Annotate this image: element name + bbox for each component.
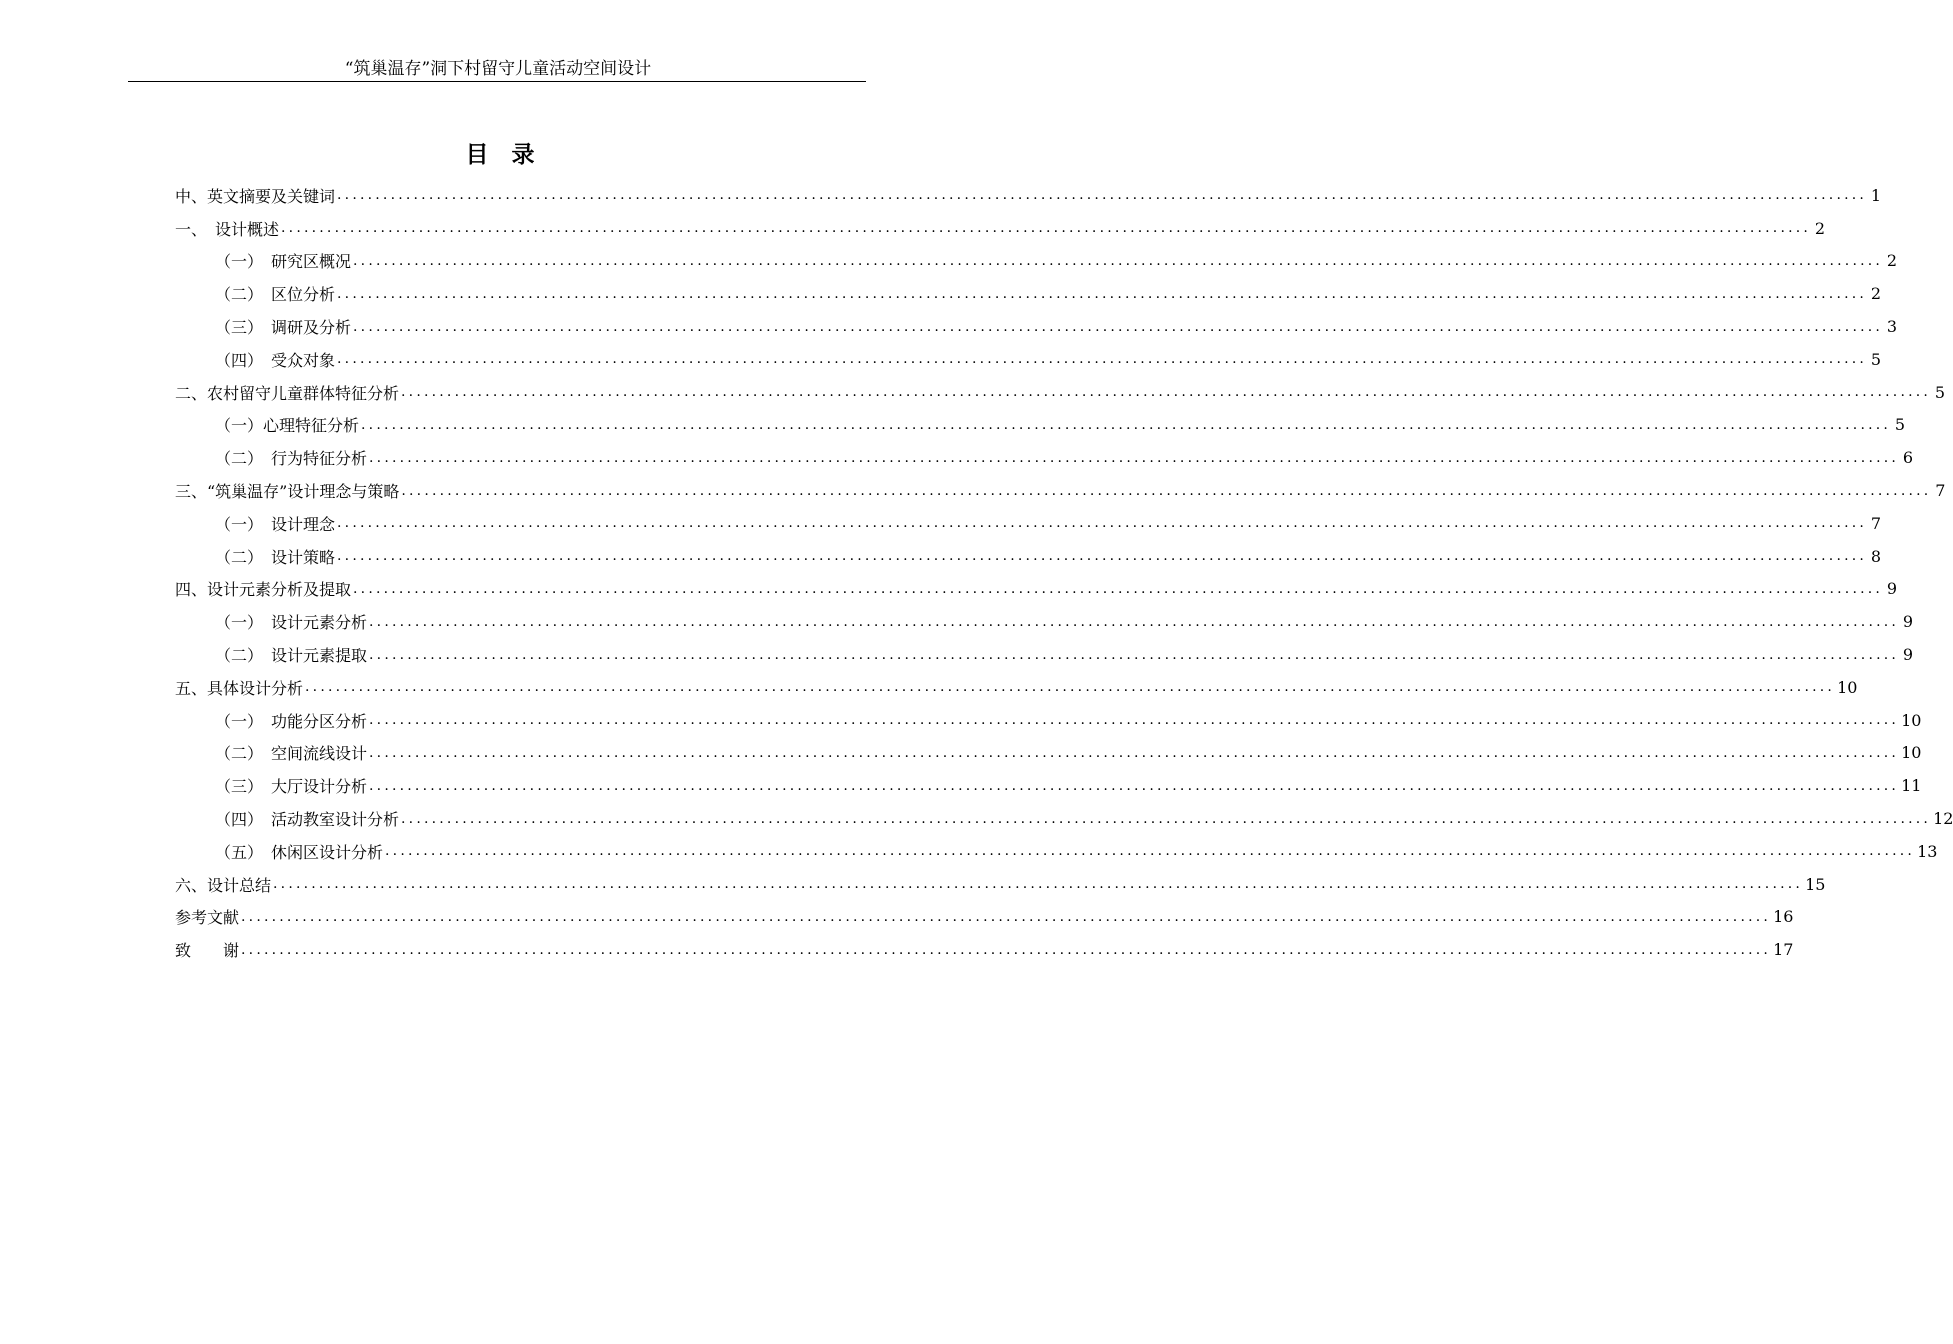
toc-entry[interactable] [175, 540, 1882, 573]
toc-entry[interactable] [175, 474, 1946, 507]
toc-entry[interactable] [175, 737, 1922, 770]
toc-entry-label: 中、英文摘要及关键词 [175, 186, 336, 206]
toc-dot-leader: ........................................................................................................................................................................................................ [273, 876, 1804, 893]
toc-entry-label: 三、“筑巢温存”设计理念与策略 [175, 482, 400, 502]
toc-entry[interactable] [175, 441, 1914, 474]
toc-entry-page-number: 16 [1773, 907, 1794, 927]
toc-entry-page-number: 7 [1870, 513, 1882, 533]
toc-dot-leader: ........................................................................................................................................................................................................ [369, 646, 1900, 663]
toc-entry[interactable] [175, 573, 1898, 606]
toc-entry[interactable] [175, 933, 1794, 966]
toc-entry-label: 二、农村留守儿童群体特征分析 [175, 383, 400, 403]
toc-entry-label: 六、设计总结 [175, 875, 272, 895]
toc-entry-page-number: 9 [1902, 612, 1914, 632]
toc-entry-label: （四） 活动教室设计分析 [215, 810, 400, 830]
toc-entry-label: （一） 功能分区分析 [215, 711, 368, 731]
toc-entry-label: （四） 受众对象 [215, 350, 336, 370]
toc-entry-page-number: 8 [1870, 546, 1882, 566]
toc-entry-page-number: 1 [1870, 185, 1882, 205]
toc-dot-leader: ........................................................................................................................................................................................................ [337, 187, 1868, 204]
toc-entry-page-number: 10 [1837, 677, 1858, 697]
toc-entry[interactable] [175, 901, 1794, 934]
toc-entry[interactable] [175, 376, 1946, 409]
toc-dot-leader: ........................................................................................................................................................................................................ [369, 613, 1900, 630]
toc-dot-leader: ........................................................................................................................................................................................................ [241, 941, 1772, 958]
toc-entry-page-number: 5 [1894, 415, 1906, 435]
toc-entry-page-number: 11 [1901, 776, 1922, 796]
toc-entry[interactable] [175, 769, 1922, 802]
toc-entry-label: （一） 设计元素分析 [215, 613, 368, 633]
toc-entry-page-number: 2 [1814, 218, 1826, 238]
toc-entry-label: （一） 研究区概况 [215, 252, 352, 272]
toc-entry-page-number: 10 [1901, 743, 1922, 763]
toc-dot-leader: ........................................................................................................................................................................................................ [337, 285, 1868, 302]
toc-dot-leader: ........................................................................................................................................................................................................ [353, 318, 1884, 335]
toc-entry-page-number: 6 [1902, 448, 1914, 468]
toc-entry[interactable] [175, 409, 1906, 442]
toc-dot-leader: ........................................................................................................................................................................................................ [353, 580, 1884, 597]
toc-entry-label: （二） 设计元素提取 [215, 646, 368, 666]
toc-entry-page-number: 2 [1870, 284, 1882, 304]
toc-entry[interactable] [175, 507, 1882, 540]
toc-entry-page-number: 2 [1886, 251, 1898, 271]
toc-dot-leader: ........................................................................................................................................................................................................ [401, 384, 1932, 401]
toc-entry[interactable] [175, 310, 1898, 343]
toc-entry-page-number: 3 [1886, 317, 1898, 337]
table-of-contents [175, 179, 1953, 966]
toc-title [0, 136, 1000, 169]
toc-dot-leader: ........................................................................................................................................................................................................ [337, 351, 1868, 368]
toc-entry[interactable] [175, 605, 1914, 638]
toc-entry[interactable] [175, 277, 1882, 310]
header-rule [128, 81, 866, 82]
toc-title-text: 目 录 [465, 141, 535, 168]
running-header: “筑巢温存”洞下村留守儿童活动空间设计 [344, 59, 652, 79]
toc-dot-leader: ........................................................................................................................................................................................................ [385, 843, 1916, 860]
toc-dot-leader: ........................................................................................................................................................................................................ [369, 712, 1900, 729]
toc-entry-page-number: 15 [1805, 874, 1826, 894]
toc-entry[interactable] [175, 671, 1858, 704]
toc-entry-page-number: 7 [1935, 481, 1946, 501]
toc-entry[interactable] [175, 835, 1938, 868]
toc-entry[interactable] [175, 343, 1882, 376]
toc-dot-leader: ........................................................................................................................................................................................................ [369, 777, 1900, 794]
toc-entry-label: （二） 区位分析 [215, 285, 336, 305]
toc-entry-label: 一、 设计概述 [175, 219, 280, 239]
toc-entry-page-number: 5 [1934, 382, 1946, 402]
toc-dot-leader: ........................................................................................................................................................................................................ [401, 482, 1932, 499]
toc-dot-leader: ........................................................................................................................................................................................................ [337, 548, 1868, 565]
toc-dot-leader: ........................................................................................................................................................................................................ [401, 810, 1932, 827]
toc-entry-page-number: 10 [1901, 710, 1922, 730]
toc-entry-label: （一） 设计理念 [215, 514, 336, 534]
toc-entry-label: （二） 空间流线设计 [215, 744, 368, 764]
toc-dot-leader: ........................................................................................................................................................................................................ [369, 449, 1900, 466]
toc-entry-label: （五） 休闲区设计分析 [215, 842, 384, 862]
toc-dot-leader: ........................................................................................................................................................................................................ [353, 252, 1884, 269]
toc-entry-label: （一）心理特征分析 [215, 416, 360, 436]
toc-entry-label: （二） 设计策略 [215, 547, 336, 567]
toc-entry-label: （三） 调研及分析 [215, 318, 352, 338]
toc-entry[interactable] [175, 704, 1922, 737]
toc-entry-page-number: 5 [1870, 349, 1882, 369]
toc-entry[interactable] [175, 638, 1914, 671]
toc-entry[interactable] [175, 179, 1882, 212]
toc-entry-page-number: 13 [1917, 841, 1938, 861]
toc-entry[interactable] [175, 802, 1953, 835]
toc-dot-leader: ........................................................................................................................................................................................................ [281, 220, 1812, 237]
toc-entry-page-number: 9 [1902, 645, 1914, 665]
toc-dot-leader: ........................................................................................................................................................................................................ [241, 908, 1772, 925]
toc-entry-label: 参考文献 [175, 908, 240, 928]
toc-entry-label: （三） 大厅设计分析 [215, 777, 368, 797]
toc-entry[interactable] [175, 868, 1826, 901]
toc-entry-label: （二） 行为特征分析 [215, 449, 368, 469]
toc-entry-page-number: 17 [1773, 940, 1794, 960]
toc-entry-page-number: 9 [1886, 579, 1898, 599]
toc-dot-leader: ........................................................................................................................................................................................................ [361, 416, 1892, 433]
toc-entry-label: 四、设计元素分析及提取 [175, 580, 352, 600]
toc-entry-label: 致 谢 [175, 941, 240, 961]
toc-dot-leader: ........................................................................................................................................................................................................ [305, 679, 1836, 696]
toc-dot-leader: ........................................................................................................................................................................................................ [369, 744, 1900, 761]
toc-dot-leader: ........................................................................................................................................................................................................ [337, 515, 1868, 532]
toc-entry-label: 五、具体设计分析 [175, 678, 304, 698]
toc-entry[interactable] [175, 212, 1826, 245]
toc-entry-page-number: 12 [1933, 809, 1953, 829]
toc-entry[interactable] [175, 245, 1898, 278]
